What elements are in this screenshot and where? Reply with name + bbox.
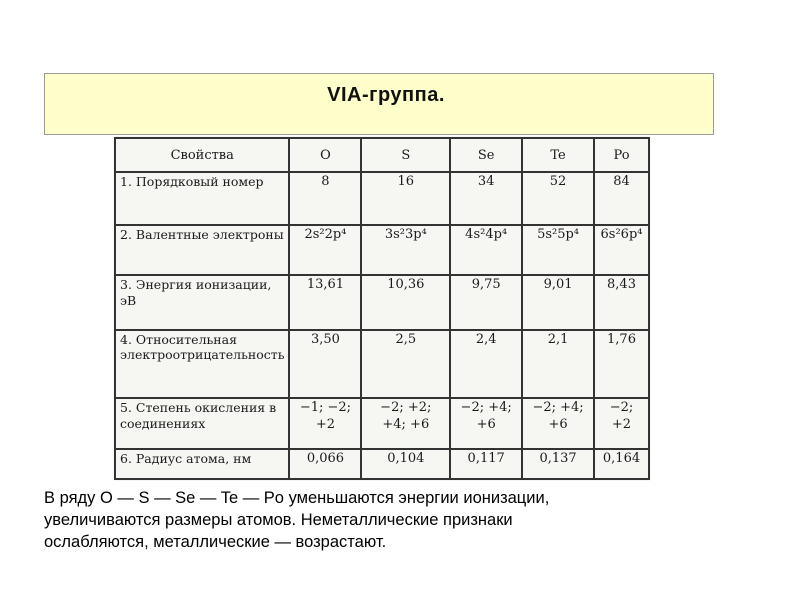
- header-cell-te: Te: [522, 138, 594, 172]
- value-cell: 9,01: [522, 275, 594, 329]
- table-header-row: [115, 138, 649, 172]
- value-cell: −2; +2: [594, 398, 649, 448]
- table-row: [115, 275, 649, 329]
- properties-table: [114, 137, 650, 480]
- table-row: [115, 172, 649, 224]
- value-cell: 0,137: [522, 449, 594, 479]
- value-cell: 8,43: [594, 275, 649, 329]
- property-label: 3. Энергия ионизации, эВ: [115, 275, 289, 329]
- value-cell: 6s²6p⁴: [594, 225, 649, 275]
- value-cell: 3s²3p⁴: [361, 225, 450, 275]
- value-cell: 8: [289, 172, 361, 224]
- summary-line: увеличиваются размеры атомов. Неметаллические признаки: [44, 511, 513, 529]
- value-cell: −2; +4; +6: [522, 398, 594, 448]
- value-cell: 2,1: [522, 330, 594, 399]
- value-cell: 13,61: [289, 275, 361, 329]
- table-row: [115, 398, 649, 448]
- properties-table-image: [114, 137, 650, 480]
- value-cell: 0,066: [289, 449, 361, 479]
- value-cell: 2s²2p⁴: [289, 225, 361, 275]
- value-cell: 84: [594, 172, 649, 224]
- table-row: [115, 225, 649, 275]
- value-cell: 2,5: [361, 330, 450, 399]
- value-cell: 9,75: [450, 275, 522, 329]
- value-cell: 4s²4p⁴: [450, 225, 522, 275]
- header-cell-s: S: [361, 138, 450, 172]
- value-cell: −2; +4; +6: [450, 398, 522, 448]
- property-label: 6. Радиус атома, нм: [115, 449, 289, 479]
- summary-line: ослабляются, металлические — возрастают.: [44, 533, 387, 551]
- value-cell: 34: [450, 172, 522, 224]
- value-cell: 0,117: [450, 449, 522, 479]
- summary-text: [44, 487, 744, 553]
- property-label: 2. Валентные электроны: [115, 225, 289, 275]
- value-cell: −1; −2; +2: [289, 398, 361, 448]
- value-cell: 3,50: [289, 330, 361, 399]
- property-label: 4. Относительная электроотрицательность: [115, 330, 289, 399]
- summary-line: В ряду O — S — Se — Te — Po уменьшаются энергии ионизации,: [44, 489, 550, 507]
- page-title: VIA-группа.: [327, 84, 445, 106]
- value-cell: 5s²5p⁴: [522, 225, 594, 275]
- property-label: 1. Порядковый номер: [115, 172, 289, 224]
- value-cell: 1,76: [594, 330, 649, 399]
- header-cell-po: Po: [594, 138, 649, 172]
- table-row: [115, 449, 649, 479]
- header-cell-properties: Свойства: [115, 138, 289, 172]
- value-cell: 52: [522, 172, 594, 224]
- title-banner: [44, 73, 714, 135]
- value-cell: 16: [361, 172, 450, 224]
- table-row: [115, 330, 649, 399]
- value-cell: 10,36: [361, 275, 450, 329]
- value-cell: 2,4: [450, 330, 522, 399]
- property-label: 5. Степень окисления в соединениях: [115, 398, 289, 448]
- value-cell: −2; +2; +4; +6: [361, 398, 450, 448]
- header-cell-se: Se: [450, 138, 522, 172]
- value-cell: 0,104: [361, 449, 450, 479]
- value-cell: 0,164: [594, 449, 649, 479]
- header-cell-o: O: [289, 138, 361, 172]
